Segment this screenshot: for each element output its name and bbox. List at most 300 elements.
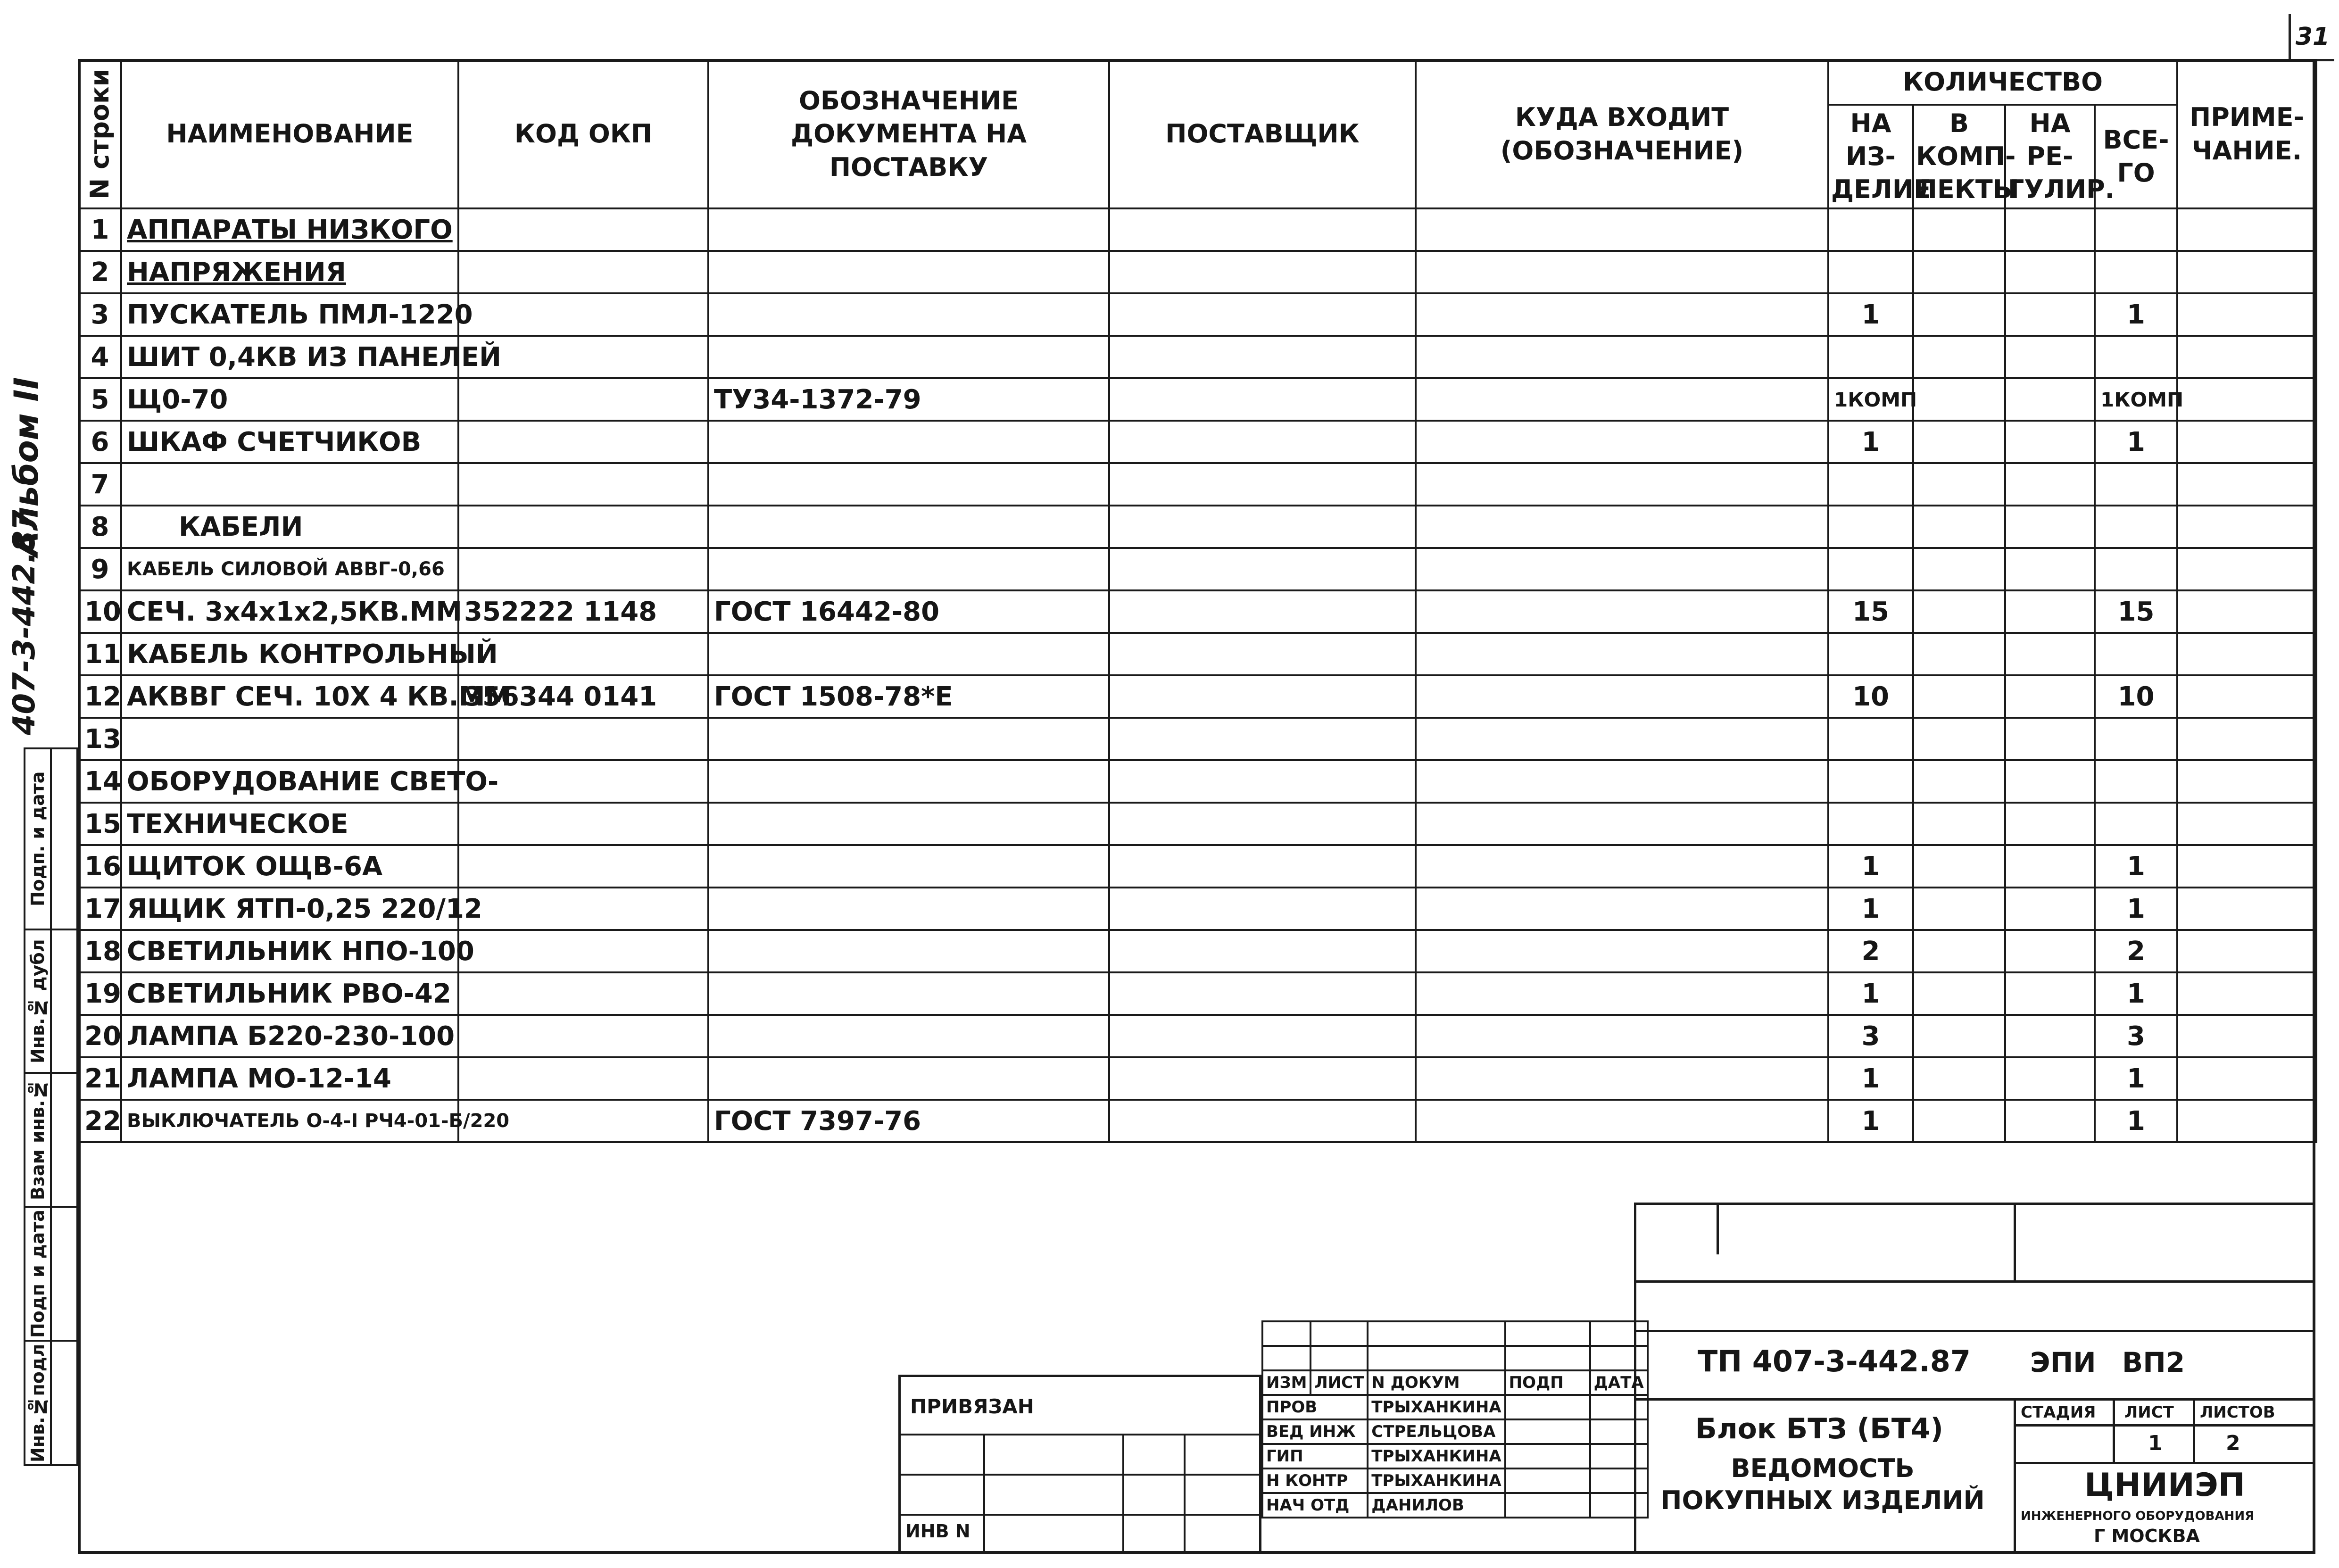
item-name: ТЕХНИЧЕСКОЕ xyxy=(121,803,458,845)
table-row xyxy=(79,930,2316,972)
sheet-code: ВП2 xyxy=(2122,1346,2185,1378)
table-row xyxy=(79,208,2316,251)
signature-row xyxy=(1262,1395,1648,1419)
qty-kit xyxy=(1913,675,2005,718)
row-number: 8 xyxy=(79,506,121,548)
item-note xyxy=(2177,506,2316,548)
qty-product xyxy=(1828,718,1913,760)
purchased-items-table xyxy=(78,59,2317,1143)
qty-product: 1 xyxy=(1828,421,1913,463)
item-name: ЯЩИК ЯТП-0,25 220/12 xyxy=(121,888,458,930)
block-name: Блок БТЗ (БТ4) xyxy=(1695,1412,1943,1445)
item-doc xyxy=(708,888,1109,930)
qty-product: 1 xyxy=(1828,972,1913,1015)
sig-signature xyxy=(1505,1395,1590,1419)
qty-repair xyxy=(2005,548,2095,590)
qty-kit xyxy=(1913,633,2005,675)
sig-role: Н КОНТР xyxy=(1262,1468,1368,1493)
col-where: КУДА ВХОДИТ (ОБОЗНАЧЕНИЕ) xyxy=(1416,60,1828,208)
doc-code: ТП 407-3-442.87 xyxy=(1698,1344,1971,1378)
qty-repair xyxy=(2005,1100,2095,1142)
item-where xyxy=(1416,675,1828,718)
table-row xyxy=(79,888,2316,930)
item-note xyxy=(2177,803,2316,845)
item-where xyxy=(1416,336,1828,378)
signature-row xyxy=(1262,1493,1648,1518)
item-okp xyxy=(458,845,708,888)
item-supplier xyxy=(1109,293,1416,336)
table-row xyxy=(79,463,2316,506)
item-supplier xyxy=(1109,251,1416,293)
item-doc: ГОСТ 16442-80 xyxy=(708,590,1109,633)
item-supplier xyxy=(1109,972,1416,1015)
sig-signature xyxy=(1505,1444,1590,1468)
qty-repair xyxy=(2005,251,2095,293)
item-okp xyxy=(458,972,708,1015)
item-okp xyxy=(458,930,708,972)
item-name: НАПРЯЖЕНИЯ xyxy=(121,251,458,293)
qty-repair xyxy=(2005,718,2095,760)
item-name: КАБЕЛЬ КОНТРОЛЬНЫЙ xyxy=(121,633,458,675)
item-where xyxy=(1416,293,1828,336)
qty-total xyxy=(2095,548,2177,590)
qty-kit xyxy=(1913,930,2005,972)
table-row xyxy=(79,293,2316,336)
row-number: 13 xyxy=(79,718,121,760)
item-note xyxy=(2177,463,2316,506)
org-subtitle: ИНЖЕНЕРНОГО ОБОРУДОВАНИЯ xyxy=(2021,1509,2255,1523)
qty-total: 1 xyxy=(2095,1057,2177,1100)
col-qty-kit: В КОМП-ЛЕКТЫ xyxy=(1913,105,2005,208)
item-doc xyxy=(708,336,1109,378)
item-doc xyxy=(708,1015,1109,1057)
item-supplier xyxy=(1109,208,1416,251)
qty-product: 10 xyxy=(1828,675,1913,718)
col-note: ПРИМЕ-ЧАНИЕ. xyxy=(2177,60,2316,208)
qty-repair xyxy=(2005,378,2095,421)
row-number: 14 xyxy=(79,760,121,803)
qty-product xyxy=(1828,463,1913,506)
table-row xyxy=(79,378,2316,421)
qty-product: 1 xyxy=(1828,845,1913,888)
qty-repair xyxy=(2005,463,2095,506)
sig-signature xyxy=(1505,1468,1590,1493)
item-where xyxy=(1416,633,1828,675)
item-supplier xyxy=(1109,718,1416,760)
item-supplier xyxy=(1109,336,1416,378)
item-name: КАБЕЛИ xyxy=(121,506,458,548)
item-note xyxy=(2177,845,2316,888)
table-row xyxy=(79,845,2316,888)
item-note xyxy=(2177,760,2316,803)
item-okp xyxy=(458,463,708,506)
row-number: 5 xyxy=(79,378,121,421)
item-note xyxy=(2177,1057,2316,1100)
row-number: 2 xyxy=(79,251,121,293)
item-supplier xyxy=(1109,590,1416,633)
sig-head-doc: N ДОКУМ xyxy=(1368,1370,1505,1395)
item-where xyxy=(1416,208,1828,251)
qty-product: 1 xyxy=(1828,1057,1913,1100)
item-supplier xyxy=(1109,633,1416,675)
item-supplier xyxy=(1109,803,1416,845)
item-okp xyxy=(458,421,708,463)
qty-kit xyxy=(1913,251,2005,293)
item-name: ЩИТОК ОЩВ-6А xyxy=(121,845,458,888)
table-row xyxy=(79,718,2316,760)
item-where xyxy=(1416,590,1828,633)
item-supplier xyxy=(1109,1100,1416,1142)
qty-product: 2 xyxy=(1828,930,1913,972)
qty-total: 1 xyxy=(2095,888,2177,930)
qty-product: 1 xyxy=(1828,888,1913,930)
item-name: ОБОРУДОВАНИЕ СВЕТО- xyxy=(121,760,458,803)
left-stamp xyxy=(24,747,78,1466)
item-doc: ТУ34-1372-79 xyxy=(708,378,1109,421)
table-row xyxy=(79,675,2316,718)
item-where xyxy=(1416,463,1828,506)
item-note xyxy=(2177,293,2316,336)
qty-total: 15 xyxy=(2095,590,2177,633)
item-name: ЛАМПА МО-12-14 xyxy=(121,1057,458,1100)
stamp-sign-date-1: Подп. и дата xyxy=(25,748,51,929)
row-number: 16 xyxy=(79,845,121,888)
qty-kit xyxy=(1913,336,2005,378)
sheets-value: 2 xyxy=(2226,1431,2240,1455)
item-note xyxy=(2177,718,2316,760)
row-number: 4 xyxy=(79,336,121,378)
qty-total: 1 xyxy=(2095,293,2177,336)
qty-total: 1 xyxy=(2095,421,2177,463)
item-where xyxy=(1416,1100,1828,1142)
item-doc: ГОСТ 1508-78*Е xyxy=(708,675,1109,718)
col-qty-repair: НА РЕ-ГУЛИР. xyxy=(2005,105,2095,208)
tied-label: ПРИВЯЗАН xyxy=(910,1395,1034,1418)
row-number: 22 xyxy=(79,1100,121,1142)
stamp-dup-inv: Инв.№ дубл xyxy=(25,929,51,1073)
col-okp: КОД ОКП xyxy=(458,60,708,208)
signature-row xyxy=(1262,1468,1648,1493)
qty-total xyxy=(2095,463,2177,506)
qty-product: 1 xyxy=(1828,293,1913,336)
qty-repair xyxy=(2005,888,2095,930)
qty-repair xyxy=(2005,208,2095,251)
item-doc xyxy=(708,548,1109,590)
table-row xyxy=(79,1015,2316,1057)
qty-kit xyxy=(1913,845,2005,888)
org-city: Г МОСКВА xyxy=(2094,1526,2200,1546)
item-supplier xyxy=(1109,930,1416,972)
item-name: ШКАФ СЧЕТЧИКОВ xyxy=(121,421,458,463)
item-doc xyxy=(708,421,1109,463)
sheets-label: ЛИСТОВ xyxy=(2200,1403,2275,1422)
item-okp xyxy=(458,548,708,590)
item-note xyxy=(2177,590,2316,633)
table-row xyxy=(79,336,2316,378)
sig-head-sign: ПОДП xyxy=(1505,1370,1590,1395)
sig-role: ПРОВ xyxy=(1262,1395,1368,1419)
qty-kit xyxy=(1913,888,2005,930)
item-okp: 356344 0141 xyxy=(458,675,708,718)
item-name: СВЕТИЛЬНИК РВО-42 xyxy=(121,972,458,1015)
row-number: 18 xyxy=(79,930,121,972)
row-number: 21 xyxy=(79,1057,121,1100)
item-where xyxy=(1416,930,1828,972)
item-note xyxy=(2177,888,2316,930)
stage-label: СТАДИЯ xyxy=(2021,1403,2096,1422)
item-where xyxy=(1416,1015,1828,1057)
item-note xyxy=(2177,1015,2316,1057)
qty-repair xyxy=(2005,845,2095,888)
item-okp xyxy=(458,208,708,251)
item-doc: ГОСТ 7397-76 xyxy=(708,1100,1109,1142)
row-number: 6 xyxy=(79,421,121,463)
qty-kit xyxy=(1913,1015,2005,1057)
stamp-replace-inv: Взам инв.№ xyxy=(25,1073,51,1207)
qty-repair xyxy=(2005,803,2095,845)
item-name: ПУСКАТЕЛЬ ПМЛ-1220 xyxy=(121,293,458,336)
col-qty: КОЛИЧЕСТВО xyxy=(1828,60,2177,105)
item-name: АКВВГ СЕЧ. 10Х 4 КВ.ММ xyxy=(121,675,458,718)
qty-product xyxy=(1828,506,1913,548)
col-supplier: ПОСТАВЩИК xyxy=(1109,60,1416,208)
qty-total: 1 xyxy=(2095,845,2177,888)
row-number: 9 xyxy=(79,548,121,590)
item-name: ШИТ 0,4КВ ИЗ ПАНЕЛЕЙ xyxy=(121,336,458,378)
doc-title: ВЕДОМОСТЬ ПОКУПНЫХ ИЗДЕЛИЙ xyxy=(1660,1453,1985,1515)
item-note xyxy=(2177,930,2316,972)
qty-total: 2 xyxy=(2095,930,2177,972)
row-number: 20 xyxy=(79,1015,121,1057)
item-name xyxy=(121,463,458,506)
qty-repair xyxy=(2005,1015,2095,1057)
qty-product: 1КОМП xyxy=(1828,378,1913,421)
table-row xyxy=(79,803,2316,845)
row-number: 12 xyxy=(79,675,121,718)
qty-repair xyxy=(2005,1057,2095,1100)
sig-head-sheet: ЛИСТ xyxy=(1311,1370,1368,1395)
item-doc xyxy=(708,1057,1109,1100)
item-note xyxy=(2177,1100,2316,1142)
qty-repair xyxy=(2005,972,2095,1015)
qty-product: 1 xyxy=(1828,1100,1913,1142)
project-code: 407-3-442.87 xyxy=(7,509,42,736)
row-number: 15 xyxy=(79,803,121,845)
qty-kit xyxy=(1913,718,2005,760)
stamp-sign-date-2: Подп и дата xyxy=(25,1207,51,1341)
item-where xyxy=(1416,718,1828,760)
item-name: СВЕТИЛЬНИК НПО-100 xyxy=(121,930,458,972)
table-row xyxy=(79,1057,2316,1100)
col-name: НАИМЕНОВАНИЕ xyxy=(121,60,458,208)
row-number: 17 xyxy=(79,888,121,930)
item-supplier xyxy=(1109,1057,1416,1100)
page-number: 31 xyxy=(2289,14,2334,61)
item-supplier xyxy=(1109,675,1416,718)
qty-total xyxy=(2095,803,2177,845)
qty-repair xyxy=(2005,293,2095,336)
sig-role: НАЧ ОТД xyxy=(1262,1493,1368,1518)
item-supplier xyxy=(1109,845,1416,888)
item-okp xyxy=(458,378,708,421)
table-row xyxy=(79,633,2316,675)
item-note xyxy=(2177,378,2316,421)
sig-person: СТРЕЛЬЦОВА xyxy=(1368,1419,1505,1444)
item-doc xyxy=(708,930,1109,972)
item-note xyxy=(2177,251,2316,293)
qty-total: 10 xyxy=(2095,675,2177,718)
item-where xyxy=(1416,972,1828,1015)
item-supplier xyxy=(1109,888,1416,930)
qty-product xyxy=(1828,803,1913,845)
item-doc xyxy=(708,463,1109,506)
item-okp xyxy=(458,293,708,336)
table-row xyxy=(79,760,2316,803)
item-note xyxy=(2177,336,2316,378)
qty-repair xyxy=(2005,421,2095,463)
item-note xyxy=(2177,208,2316,251)
item-okp xyxy=(458,1015,708,1057)
table-row xyxy=(79,590,2316,633)
item-doc xyxy=(708,718,1109,760)
qty-total xyxy=(2095,718,2177,760)
table-row xyxy=(79,506,2316,548)
item-name: АППАРАТЫ НИЗКОГО xyxy=(121,208,458,251)
qty-kit xyxy=(1913,1057,2005,1100)
item-supplier xyxy=(1109,548,1416,590)
item-doc xyxy=(708,760,1109,803)
item-where xyxy=(1416,506,1828,548)
item-okp xyxy=(458,1057,708,1100)
item-where xyxy=(1416,421,1828,463)
qty-kit xyxy=(1913,463,2005,506)
item-doc xyxy=(708,845,1109,888)
item-okp xyxy=(458,251,708,293)
row-number: 11 xyxy=(79,633,121,675)
item-doc xyxy=(708,251,1109,293)
table-row xyxy=(79,251,2316,293)
item-where xyxy=(1416,760,1828,803)
item-okp xyxy=(458,718,708,760)
sig-person: ТРЫХАНКИНА xyxy=(1368,1468,1505,1493)
item-doc xyxy=(708,972,1109,1015)
sig-person: ДАНИЛОВ xyxy=(1368,1493,1505,1518)
stamp-orig-inv: Инв.№подл xyxy=(25,1341,51,1465)
sig-person: ТРЫХАНКИНА xyxy=(1368,1395,1505,1419)
item-name: ВЫКЛЮЧАТЕЛЬ О-4-I РЧ4-01-Б/220 xyxy=(121,1100,458,1142)
album-label: Альбом II xyxy=(7,377,46,557)
qty-product xyxy=(1828,251,1913,293)
item-where xyxy=(1416,548,1828,590)
qty-total xyxy=(2095,208,2177,251)
qty-repair xyxy=(2005,633,2095,675)
signatures-table xyxy=(1261,1320,1649,1518)
item-okp xyxy=(458,506,708,548)
qty-total: 3 xyxy=(2095,1015,2177,1057)
qty-total: 1 xyxy=(2095,1100,2177,1142)
table-row xyxy=(79,421,2316,463)
qty-total xyxy=(2095,633,2177,675)
col-row-no: N строки xyxy=(79,60,121,208)
item-supplier xyxy=(1109,506,1416,548)
sig-head-change: ИЗМ xyxy=(1262,1370,1311,1395)
sig-role: ВЕД ИНЖ xyxy=(1262,1419,1368,1444)
item-name xyxy=(121,718,458,760)
table-row xyxy=(79,972,2316,1015)
item-where xyxy=(1416,251,1828,293)
item-where xyxy=(1416,888,1828,930)
sig-signature xyxy=(1505,1493,1590,1518)
item-where xyxy=(1416,845,1828,888)
qty-repair xyxy=(2005,675,2095,718)
item-name: ЛАМПА Б220-230-100 xyxy=(121,1015,458,1057)
row-number: 1 xyxy=(79,208,121,251)
qty-product xyxy=(1828,548,1913,590)
sig-signature xyxy=(1505,1419,1590,1444)
item-where xyxy=(1416,803,1828,845)
qty-repair xyxy=(2005,760,2095,803)
item-supplier xyxy=(1109,421,1416,463)
qty-kit xyxy=(1913,293,2005,336)
qty-total xyxy=(2095,336,2177,378)
sig-head-date: ДАТА xyxy=(1590,1370,1648,1395)
qty-repair xyxy=(2005,336,2095,378)
item-supplier xyxy=(1109,1015,1416,1057)
item-where xyxy=(1416,378,1828,421)
inv-label: ИНВ N xyxy=(905,1521,970,1542)
qty-total xyxy=(2095,251,2177,293)
item-supplier xyxy=(1109,378,1416,421)
sheet-label: ЛИСТ xyxy=(2124,1403,2174,1422)
qty-product xyxy=(1828,336,1913,378)
sig-person: ТРЫХАНКИНА xyxy=(1368,1444,1505,1468)
qty-kit xyxy=(1913,208,2005,251)
qty-kit xyxy=(1913,803,2005,845)
item-doc xyxy=(708,208,1109,251)
item-note xyxy=(2177,548,2316,590)
qty-kit xyxy=(1913,590,2005,633)
item-note xyxy=(2177,633,2316,675)
item-supplier xyxy=(1109,463,1416,506)
item-doc xyxy=(708,293,1109,336)
qty-total: 1КОМП xyxy=(2095,378,2177,421)
item-note xyxy=(2177,421,2316,463)
qty-repair xyxy=(2005,590,2095,633)
item-doc xyxy=(708,803,1109,845)
item-note xyxy=(2177,972,2316,1015)
signature-row xyxy=(1262,1444,1648,1468)
row-number: 7 xyxy=(79,463,121,506)
row-number: 10 xyxy=(79,590,121,633)
qty-product: 15 xyxy=(1828,590,1913,633)
item-name: КАБЕЛЬ СИЛОВОЙ АВВГ-0,66 xyxy=(121,548,458,590)
qty-repair xyxy=(2005,930,2095,972)
qty-product: 3 xyxy=(1828,1015,1913,1057)
item-name: СЕЧ. 3х4х1х2,5КВ.ММ xyxy=(121,590,458,633)
col-qty-total: ВСЕ-ГО xyxy=(2095,105,2177,208)
item-note xyxy=(2177,675,2316,718)
col-doc: ОБОЗНАЧЕНИЕ ДОКУМЕНТА НА ПОСТАВКУ xyxy=(708,60,1109,208)
item-okp xyxy=(458,888,708,930)
section-code: ЭПИ xyxy=(2030,1346,2096,1378)
sheet-value: 1 xyxy=(2148,1431,2163,1455)
signature-row xyxy=(1262,1419,1648,1444)
qty-kit xyxy=(1913,506,2005,548)
table-row xyxy=(79,548,2316,590)
sig-role: ГИП xyxy=(1262,1444,1368,1468)
qty-total: 1 xyxy=(2095,972,2177,1015)
item-where xyxy=(1416,1057,1828,1100)
